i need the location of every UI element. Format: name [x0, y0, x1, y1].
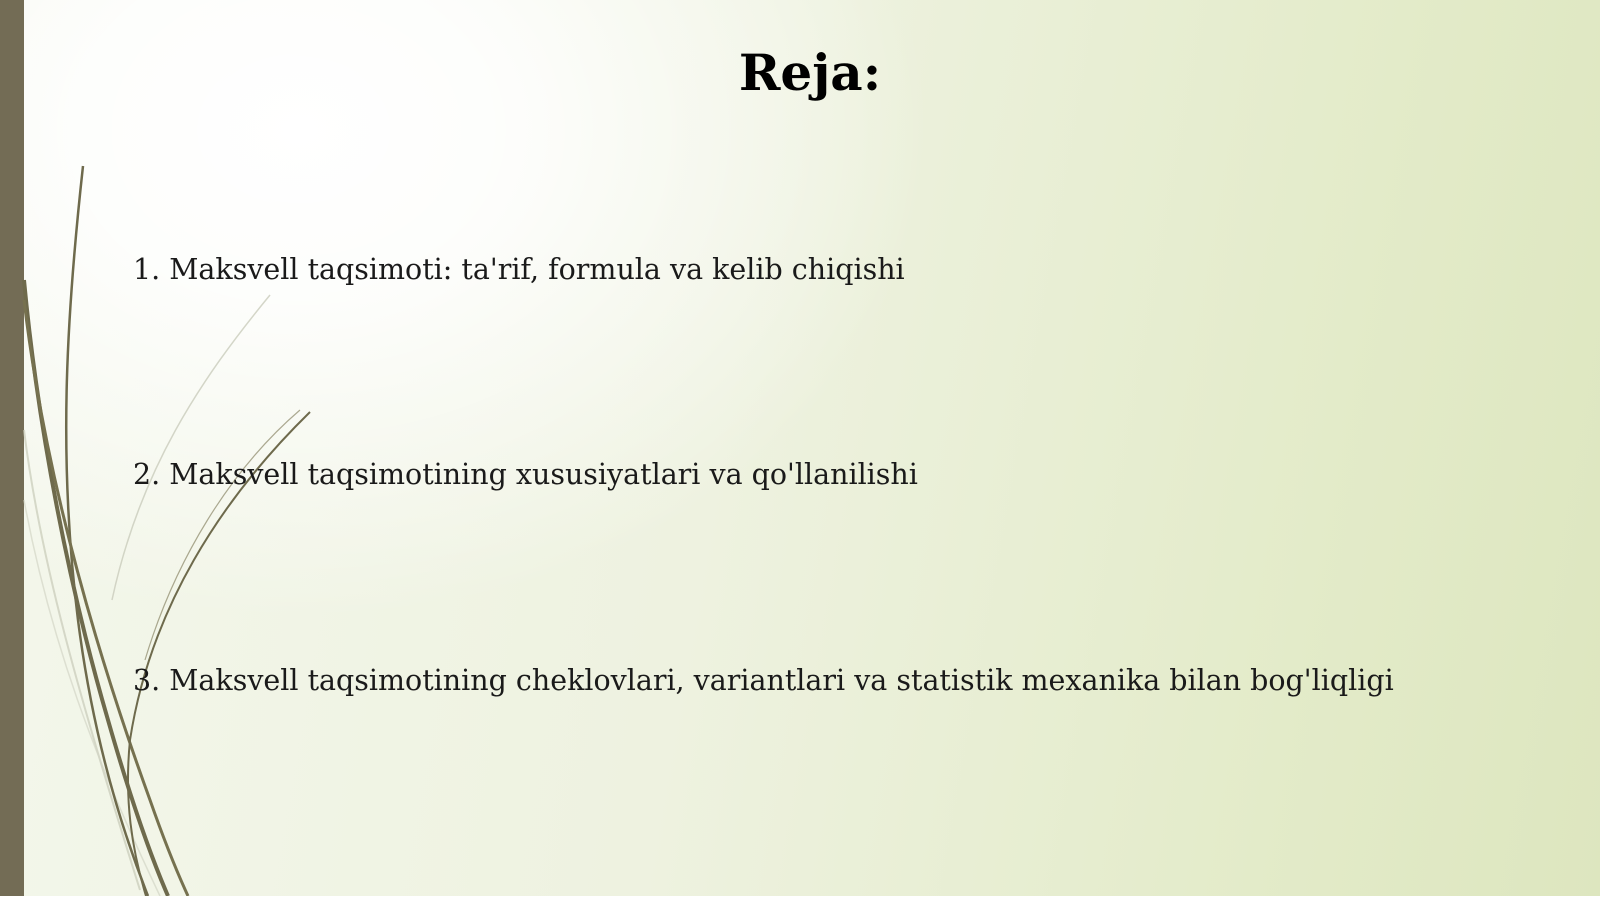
plan-item-1: 1. Maksvell taqsimoti: ta'rif, formula va kelib chiqishi [133, 253, 905, 286]
plan-item-2: 2. Maksvell taqsimotining xususiyatlari va qo'llanilishi [133, 458, 918, 491]
slide-title: Reja: [738, 43, 882, 102]
plan-item-3: 3. Maksvell taqsimotining cheklovlari, variantlari va statistik mexanika bilan bog'liqligi [133, 664, 1394, 697]
grass-stems-decoration [0, 0, 320, 899]
